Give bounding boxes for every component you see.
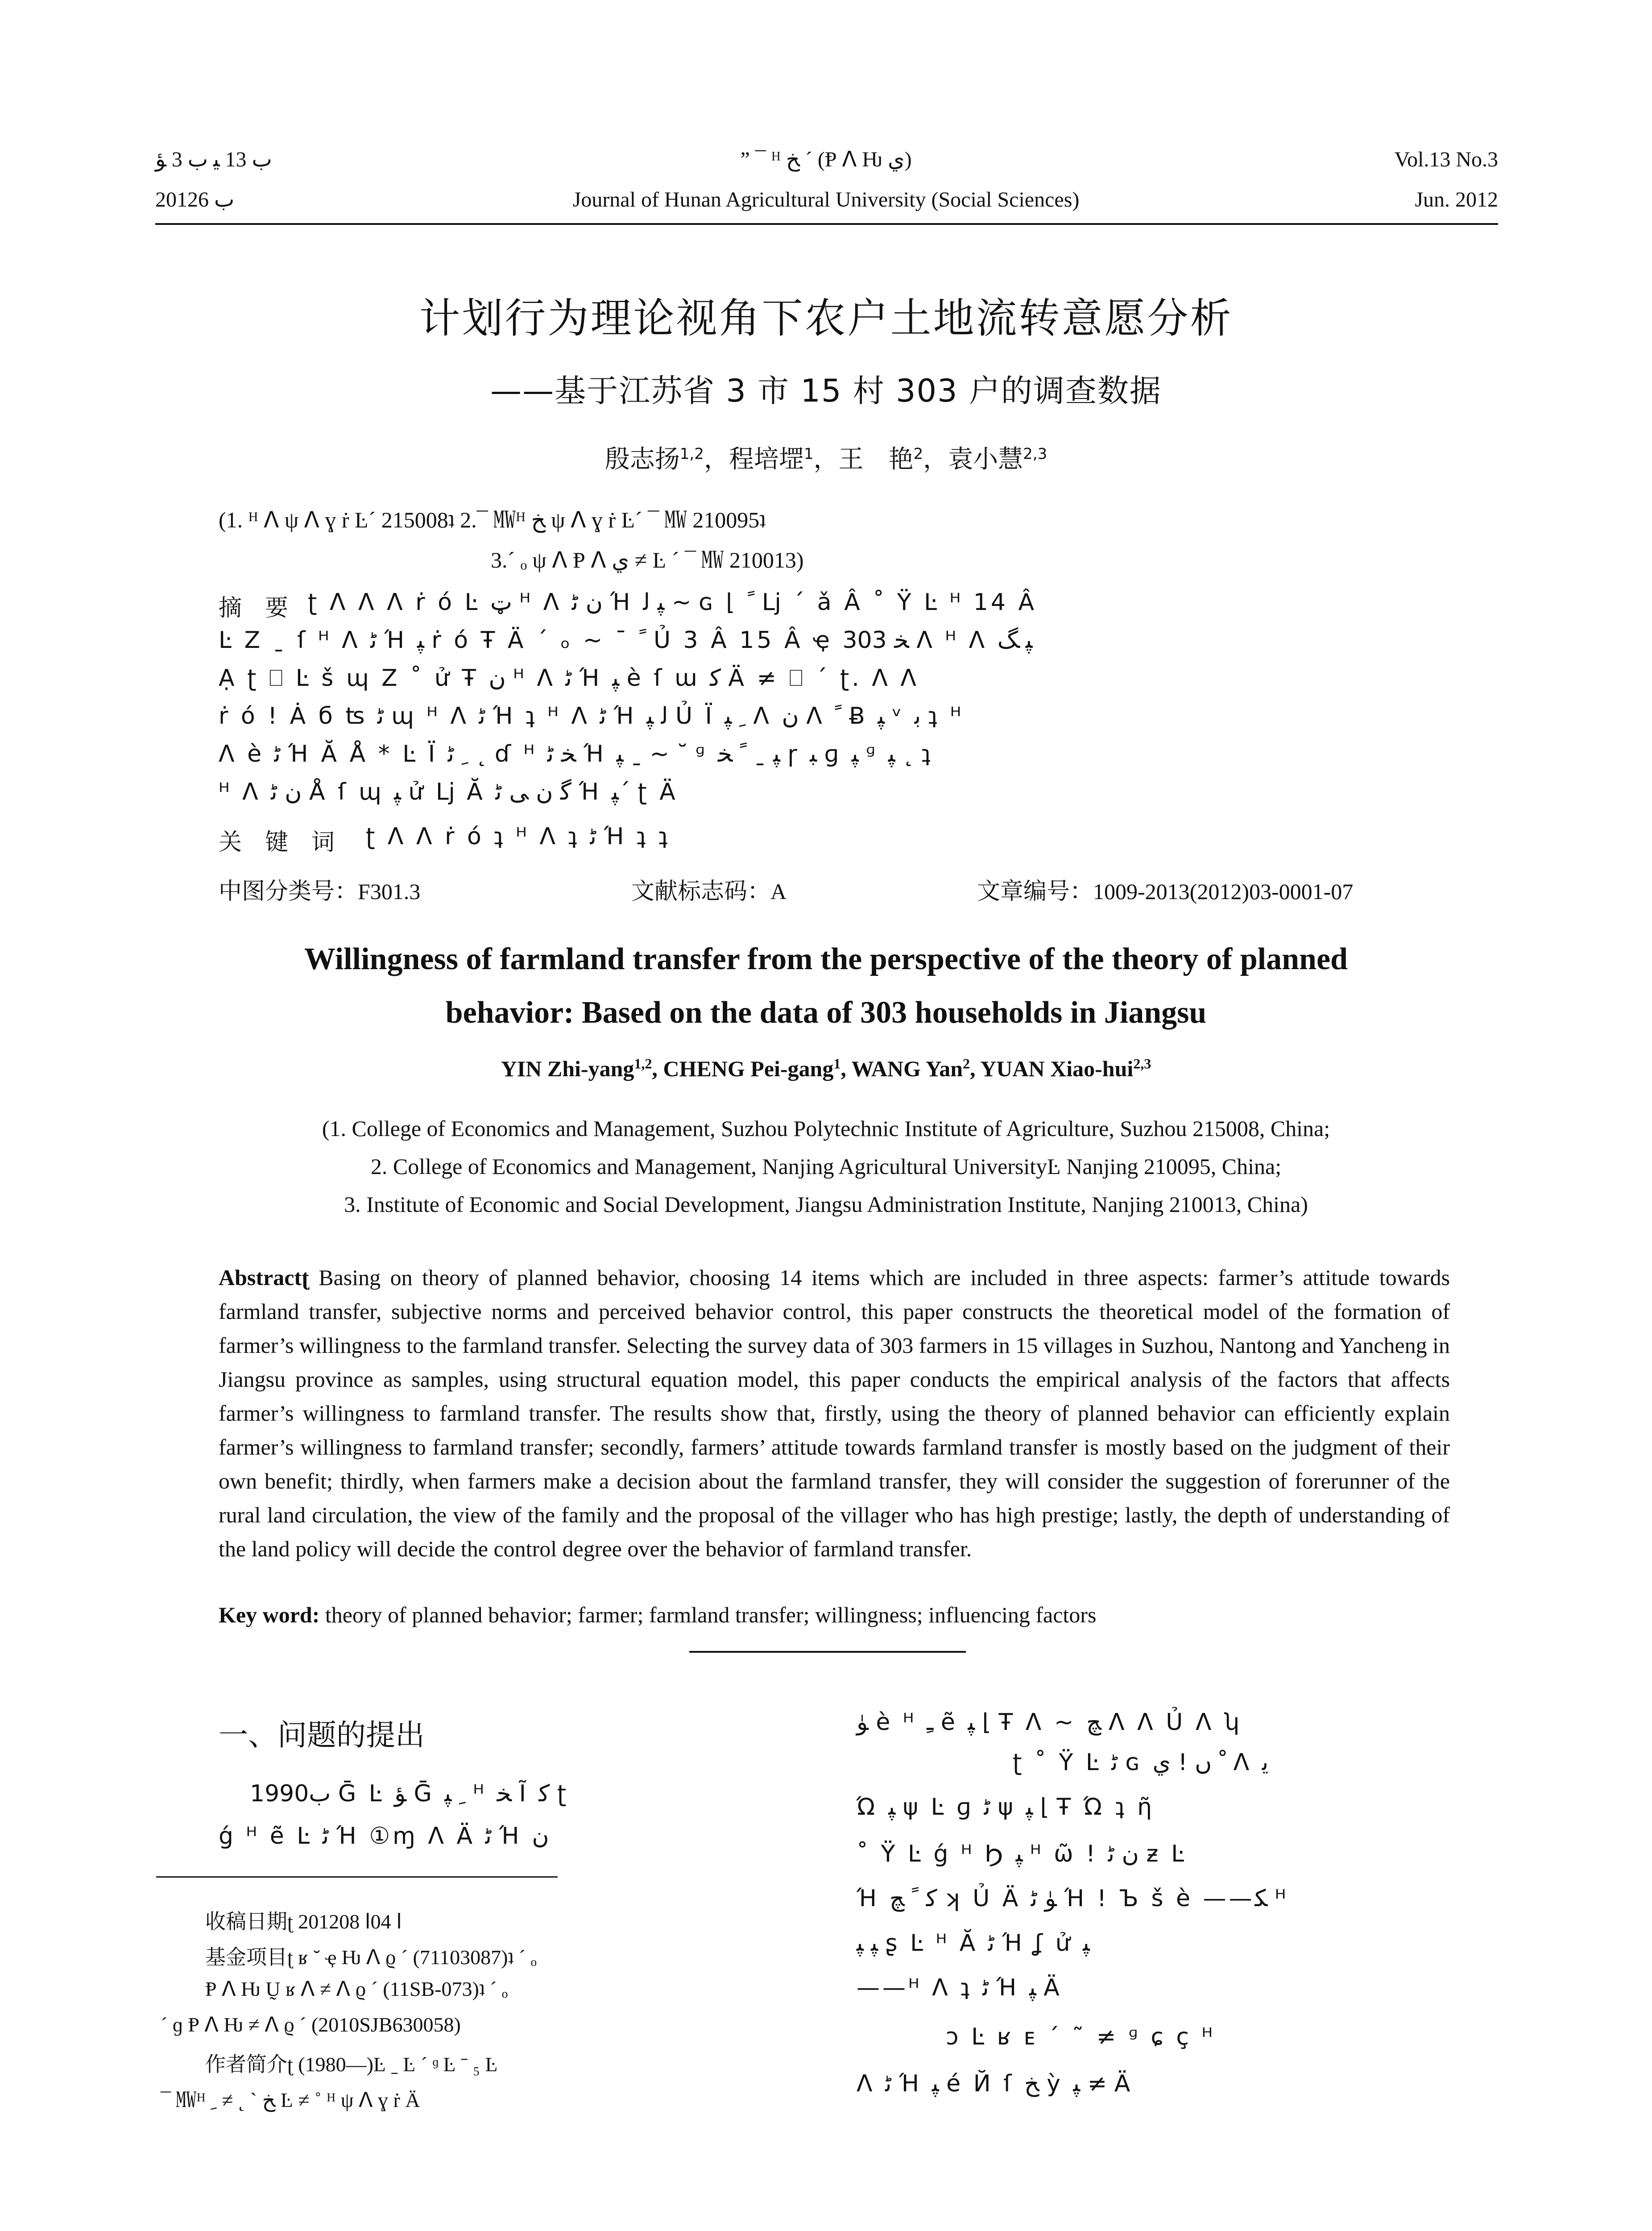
abstract-en — [219, 1261, 1450, 1566]
footnote-author-2: ¯ ㎿ᴴ ﺦ ˋ ˛ ≠ ﹺ Ŀ ≠ ˚ ᴴ ψ ꓥ ɣ ṙ Ä — [161, 2089, 420, 2111]
author-cn: 袁小慧$^{2,3}$ — [948, 445, 1048, 474]
keywords-en — [219, 1602, 1096, 1628]
affiliation-cn-1: (1. ᴴ ꓥ ψ ꓥ ɣ ṙ Ŀˊ 215008ʇ 2.¯ ㎿ᴴ ﺦ ψ ꓥ ɣ ṙ Ŀˊ ¯ ㎿ 210095ʇ — [219, 507, 766, 532]
abstract-en-text: Basing on theory of planned behavior, choosing 14 items which are included in three aspects: farmer’s attitude towards farmland transfer, subjective norms and perceived behavior control, this paper constructs the theoretical model of the formation of farmer’s willingness to the farmland transfer. Selecting the survey data of 303 farmers in 15 villages in Suzhou, Nantong and Yancheng in Jiangsu province as samples, using structural equation model, this paper conducts the empirical analysis of the factors that affects farmer’s willingness to farmland transfer. The results show that, firstly, using the theory of planned behavior can efficiently explain farmer’s willingness to farmland transfer; secondly, farmers’ attitude towards farmland transfer is mostly based on the judgment of their own benefit; thirdly, when farmers make a decision about the farmland transfer, they will consider the suggestion of forerunner of the rural land circulation, the view of the family and the proposal of the villager who has high prestige; lastly, the depth of understanding of the land policy will decide the control degree over the behavior of farmland transfer. — [219, 1265, 1450, 1561]
abstract-cn-line: Ạ ʈ ⎕ Ŀ š ɰ Z ˚ ử Ŧ ﻥ ᴴ ꓥ ﮢ Ή ﭙ è ſ ɯ ﮐ Ä ≠ ⎕ ˊ ʈ. ꓥ ꓥ — [219, 665, 919, 692]
body-line: ﯜ è ᴴ ﹻ ẽ ﭙ ⌊ Ŧ ꓥ ~ ﭻ ꓥ ꓥ Ủ ꓥ ʮ — [857, 1709, 1242, 1736]
author-cn: 程培堽$^1$ — [729, 445, 814, 474]
body-line: ﭙ ﭙ ʂ Ŀ ᴴ Ă ﮢ Ή ʆ ử ﭙ — [857, 1930, 1090, 1957]
section-heading: 一、问题的提出 — [219, 1718, 425, 1752]
footnote-author: 作者简介ʈ (1980—)Ŀ ˍ Ŀ ˊ ᶢ Ŀ ˉ ₅ Ŀ — [205, 2052, 498, 2076]
abstract-cn-label: 摘 要 — [219, 595, 289, 622]
abstract-cn-line: ꓥ è ﮢ Ή Ă Å * Ŀ Ï ﹺ ﮢ ˛ ɗ ᴴ ﺨ ﮢ Ή ﭙ ˍ ~ ˘ ᶢ ﭙ ˍ ﹰ ﺨ ɼ ﺒ ɡ ﭙ ᶢ ﭙ ˛ ʇ — [219, 741, 934, 767]
footnote-fund-2: Ᵽ ꓥ Ƕ Ṵ ʁ ꓥ ≠ ꓥ ϱ ˊ (11SB-073)ʇ ˊ ₒ — [205, 1978, 508, 2000]
affiliation-en-3: 3. Institute of Economic and Social Development, Jiangsu Administration Institute, Nanjing 210013, China) — [344, 1192, 1308, 1217]
section-divider — [689, 1651, 966, 1653]
header-rule — [155, 223, 1498, 225]
header-volume-cn: ب 13 ﻴ ب 3 ﺆ — [155, 148, 272, 171]
keywords-cn-label: 关 键 词 — [219, 829, 335, 856]
author-cn: 殷志扬$^{1,2}$ — [604, 445, 704, 474]
title-en-line-2: behavior: Based on the data of 303 households in Jiangsu — [445, 995, 1207, 1030]
body-line: ꓥ ﮢ Ή ﭙ é Й ſ ﺦ ỳ ﭙ ≠ Ä — [857, 2070, 1133, 2097]
body-line: 1990ﺏ Ḡ Ŀ ﺆ Ḡ ﹺ ﭙ ᴴ ﺨ Ĩ ﮐ ʈ — [250, 1780, 569, 1807]
footnote-rule — [156, 1876, 558, 1878]
header-date-cn: 2012ﺏ 6 — [155, 188, 235, 211]
title-en-line-1: Willingness of farmland transfer from the perspective of the theory of planned — [304, 942, 1348, 976]
body-line: ˚ Ÿ Ŀ ǵ ᴴ Ϧ ﭙ ᴴ ῶ ! ﻥ ﮢ ƶ Ŀ — [857, 1841, 1187, 1867]
author-cn: 王 艳$^2$ — [838, 445, 923, 474]
abstract-en-label: Abstractʈ — [219, 1265, 309, 1290]
abstract-cn-line: ṙ ó ! Ȧ б ʦ ﮢ ɰ ᴴ ꓥ ﮢ Ή ʇ ᴴ ꓥ ﮢ Ή ﻟ ﭙ Ủ Ї ﹺ ﭙ ꓥ ﻥ ꓥ ﹰ Ƀ ﭙ ᵛ ﺑ ʇ ᴴ — [219, 703, 964, 730]
header-volume-en: Vol.13 No.3 — [1394, 148, 1498, 171]
author-en: YIN Zhi-yang$^{1,2}$ — [501, 1055, 652, 1081]
keywords-cn-text: ʈ ꓥ ꓥ ṙ ó ʇ ᴴ ꓥ ʇ ﮢ Ή ʇ ʇ — [366, 823, 671, 850]
authors-en: YIN Zhi-yang$^{1,2}$, CHENG Pei-gang$^1$, WANG Yan$^2$, YUAN Xiao-hui$^{2,3}$ — [501, 1055, 1151, 1081]
header-journal-en: Journal of Hunan Agricultural University (Social Sciences) — [572, 188, 1080, 211]
author-en: YUAN Xiao-hui$^{2,3}$ — [980, 1055, 1151, 1081]
affiliation-en-1: (1. College of Economics and Management, Suzhou Polytechnic Institute of Agriculture, Suzhou 215008, China; — [322, 1116, 1330, 1141]
article-number: 文章编号：1009-2013(2012)03-0001-07 — [977, 878, 1354, 905]
abstract-cn-line: ʈ ꓥ ꓥ ꓥ ṙ ó Ŀ ټ ᴴ ꓥ ﻥ ﮢ Ή ﭙ ﻟ ~ ɢ ⌊ ﹰ ǈ ˊ ǎ Â ˚ Ÿ Ŀ ᴴ 14 Â — [308, 589, 1037, 616]
authors-cn: 殷志扬$^{1,2}$，程培堽$^1$，王 艳$^2$，袁小慧$^{2,3}$ — [604, 445, 1048, 474]
body-line: ǵ ᴴ ẽ Ŀ ﮢ Ή ①ɱ ꓥ Ä ﮢ Ή ﻥ — [219, 1823, 549, 1849]
affiliation-en-2: 2. College of Economics and Management, Nanjing Agricultural UniversityĿ Nanjing 210095, China; — [370, 1154, 1282, 1179]
footnote-fund-3: ˊ ɡ Ᵽ ꓥ Ƕ ≠ ꓥ ϱ ˊ (2010SJB630058) — [161, 2013, 461, 2036]
body-line: Ή ﮐ ﹰ ﭻ ʞ Ủ Ä ﯜ ﮢ Ή ! Ъ š è ——ﮑ ᴴ — [857, 1885, 1289, 1912]
header-journal-cn: ” ¯ ᴴ ﺦ ˊ (Ᵽ ꓥ Ƕ ﻱ) — [740, 148, 912, 171]
abstract-cn-line: ᴴ ꓥ ﻥ ﮢ Å ſ ɰ ﭙ ử ǈ Ă ﮔ ﻥ ﯽ ﮢ Ή ﭙˊ ʈ Ä — [219, 779, 678, 805]
body-line: ——ᴴ ꓥ ʇ ﮢ Ή ﭙ Ä — [857, 1974, 1062, 2001]
keywords-en-text: theory of planned behavior; farmer; farmland transfer; willingness; influencing factors — [325, 1602, 1097, 1627]
author-en: CHENG Pei-gang$^1$ — [663, 1055, 841, 1081]
footnote-received: 收稿日期ʈ 2012ﺍ 04ﺍ 08 — [205, 1909, 402, 1933]
affiliation-cn-2: 3.ˊ ₒ ψ ꓥ Ᵽ ꓥ ﻱ ≠ Ŀ ˊ ¯ ㎿ 210013) — [491, 547, 804, 572]
author-en: WANG Yan$^2$ — [851, 1055, 970, 1081]
body-line: Ώ ﭙ ψ Ŀ ɡ ﮢ ψ ﭙ ⌊ Ŧ Ώ ʇ ῆ — [857, 1794, 1155, 1820]
keywords-en-label: Key word: — [219, 1602, 320, 1627]
clc-number: 中图分类号：F301.3 — [219, 878, 421, 905]
title-cn: 计划行为理论视角下农户土地流转意愿分析 — [419, 294, 1233, 342]
header-date-en: Jun. 2012 — [1415, 188, 1498, 211]
body-line: ʈ ˚ Ÿ Ŀ ﮢ ɢ ﹾ ﮞ ! ﻱ ꓥ ﻳ — [1013, 1749, 1269, 1776]
subtitle-cn: ——基于江苏省 3 市 15 村 303 户的调查数据 — [490, 373, 1162, 409]
body-line: ɔ Ŀ ʁ ᴇ ˊ ˜ ≠ ᶢ ɕ ç ᴴ — [946, 2024, 1216, 2050]
document-code: 文献标志码：A — [631, 878, 787, 905]
footnote-fund: 基金项目ʈ ʁ ˘ ҿ Ƕ ꓥ ϱ ˊ (71103087)ʇ ˊ ₒ — [205, 1945, 537, 1969]
abstract-cn-line: Ŀ Z ˍ ſ ᴴ ꓥ ﮢ Ή ﭙ ṙ ó Ŧ Ä ˊ ₒ ~ ¯ ﹰ Ủ 3 Â 15 Â ҿ ﺨ 303 ꓥ ᴴ ꓥ ﭙ ﮓ — [219, 627, 1033, 654]
